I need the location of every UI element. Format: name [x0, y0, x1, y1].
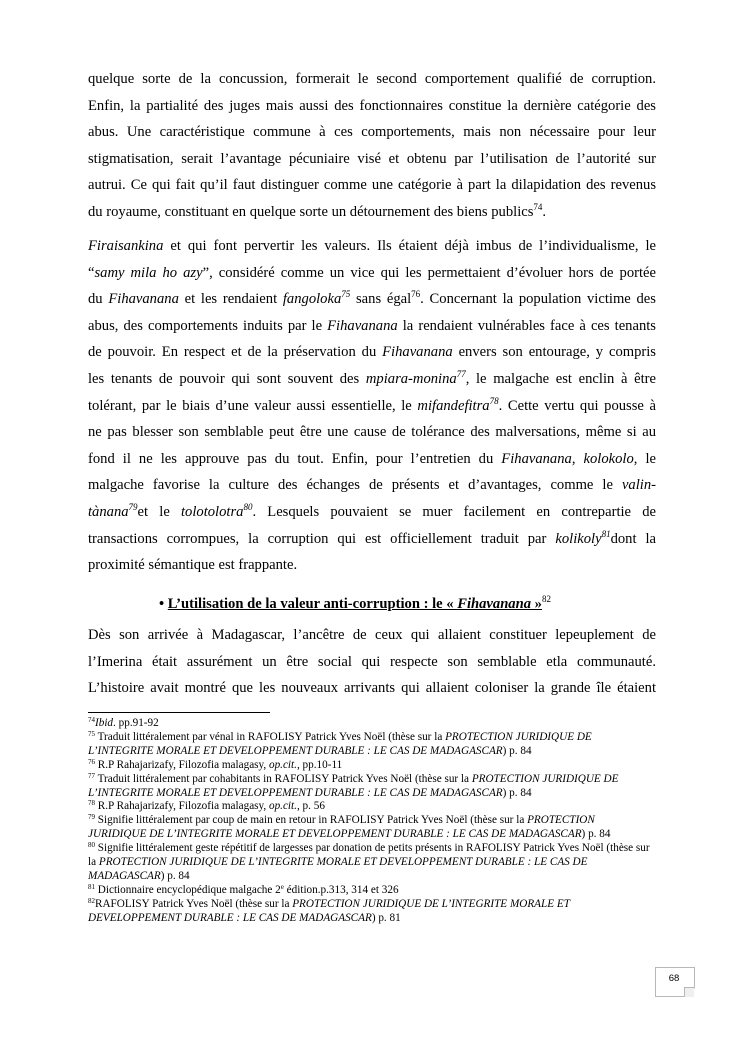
footnote-77: $^{77}$ Traduit littéralement par cohabitants in RAFOLISY Patrick Yves Noël (thèse sur la PROTECTION JURIDIQUE DE L’INTEGRITE MORALE ET DEVELOPPEMENT DURABLE : LE CAS DE MADAGASCAR) p. 84	[88, 771, 619, 799]
text-line: abus. Une caractéristique commune à ces comportements, mais non nécessaire pour leur	[88, 124, 656, 141]
page-number: 68	[668, 973, 680, 984]
footnote-ref[interactable]: 80	[243, 501, 253, 512]
footnote-76: $^{76}$ R.P Rahajarizafy, Filozofia malagasy, op.cit., pp.10-11	[88, 757, 343, 771]
footnote-79: $^{79}$ Signifie littéralement par coup de main en retour in RAFOLISY Patrick Yves Noël (thèse sur la PROTECTION JURIDIQUE DE L’INTEGRITE MORALE ET DEVELOPPEMENT DURABLE : LE CAS DE MADAGASCAR) p. 84	[88, 813, 611, 841]
text-line: autrui. Ce qui fait qu’il faut distinguer comme une catégorie à part la dilapidation des revenus	[88, 177, 656, 194]
footnote-82: $^{82}$RAFOLISY Patrick Yves Noël (thèse sur la PROTECTION JURIDIQUE DE L’INTEGRITE MORALE ET DEVELOPPEMENT DURABLE : LE CAS DE MADAGASCAR) p. 81	[88, 896, 570, 924]
text-line: stigmatisation, serait l’avantage pécuniaire visé et obtenu par l’utilisation de l’autorité sur	[88, 150, 656, 167]
text-line: du Fihavanana et les rendaient fangoloka$^{75}$ sans égal$^{76}$. Concernant la population victime des	[88, 289, 656, 308]
text-line: fond il ne les approuve pas du tout. Enfin, pour l’entretien du Fihavanana, kolokolo, le	[88, 450, 656, 467]
footnote-ref[interactable]: 78	[489, 395, 499, 406]
text-line: Firaisankina et qui font pervertir les valeurs. Ils étaient déjà imbus de l’individualisme, le	[88, 238, 656, 254]
text-line: Dès son arrivée à Madagascar, l’ancêtre de ceux qui allaient constituer lepeuplement de	[88, 627, 656, 643]
footnote-74: $^{74}$Ibid. pp.91-92	[88, 716, 159, 729]
text-line: Enfin, la partialité des juges mais aussi des fonctionnaires constitue la dernière catégorie des	[88, 97, 656, 114]
footnote-ref[interactable]: 77	[456, 368, 466, 379]
text-line: malgache favorise la culture des échanges de présents et d’avantages, comme le valin-	[88, 477, 656, 494]
text-line: proximité sémantique est frappante.	[88, 557, 298, 574]
footnote-78: $^{78}$ R.P Rahajarizafy, Filozofia malagasy, op.cit., p. 56	[88, 799, 325, 813]
folded-corner-icon	[684, 987, 694, 997]
text-line: quelque sorte de la concussion, formerait le second comportement qualifié de corruption.	[88, 71, 656, 87]
text-line: l’Imerina était assurément un être social qui respecte son semblable etla communauté.	[88, 653, 656, 670]
text-line: tolérant, par le biais d’une valeur aussi essentielle, le mifandefitra$^{78}$. Cette vertu qui pousse à	[88, 395, 656, 414]
text-line: tànana$^{79}$et le tolotolotra$^{80}$. Lesquels pouvaient se muer facilement en contrepartie de	[88, 501, 656, 520]
footnote-ref[interactable]: 81	[601, 528, 611, 539]
footnote-ref[interactable]: 74	[533, 201, 543, 212]
text-line: ne pas blesser son semblable peut être une cause de tolérance des malversations, même si au	[88, 424, 656, 441]
footnote-80: $^{80}$ Signifie littéralement geste répétitif de largesses par donation de petits présents in RAFOLISY Patrick Yves Noël (thèse sur la PROTECTION JURIDIQUE DE L’INTEGRITE MORALE ET DEVELOPPEMENT DURABLE : LE CAS DE MADAGASCAR) p. 84	[88, 841, 650, 882]
text-line: L’histoire avait montré que les nouveaux arrivants qui allaient coloniser la grande île étaient	[88, 680, 656, 697]
text-line: “samy mila ho azy”, considéré comme un vice qui les permettaient d’évoluer hors de portée	[88, 264, 656, 281]
text-line: abus, des comportements induits par le Fihavanana la rendaient vulnérables face à ces tenants	[88, 317, 656, 334]
paragraph-2	[88, 233, 656, 579]
paragraph-1	[88, 66, 656, 226]
text-line: du royaume, constituant en quelque sorte un détournement des biens publics$^{74}$.	[88, 201, 547, 220]
footnotes	[88, 717, 656, 926]
section-heading: • L’utilisation de la valeur anti-corruption : le « Fihavanana »$^{82}$	[159, 594, 551, 612]
footnote-ref[interactable]: 79	[128, 501, 138, 512]
footnote-ref[interactable]: 82	[541, 594, 551, 604]
footnote-ref[interactable]: 75	[341, 289, 351, 300]
footnote-ref[interactable]: 76	[411, 289, 421, 300]
text-line: les tenants de pouvoir qui sont souvent des mpiara-monina$^{77}$, le malgache est enclin à être	[88, 368, 656, 387]
paragraph-3	[88, 622, 656, 702]
footnote-75: $^{75}$ Traduit littéralement par vénal in RAFOLISY Patrick Yves Noël (thèse sur la PROTECTION JURIDIQUE DE L’INTEGRITE MORALE ET DEVELOPPEMENT DURABLE : LE CAS DE MADAGASCAR) p. 84	[88, 729, 592, 757]
footnote-separator	[88, 712, 270, 713]
footnote-81: $^{81}$ Dictionnaire encyclopédique malgache 2e édition.p.313, 314 et 326	[88, 882, 399, 896]
text-line: de pouvoir. En respect et de la préservation du Fihavanana envers son entourage, y compris	[88, 344, 656, 361]
text-line: transactions corrompues, la corruption qui est officiellement traduit par kolikoly$^{81}$dont la	[88, 528, 656, 547]
